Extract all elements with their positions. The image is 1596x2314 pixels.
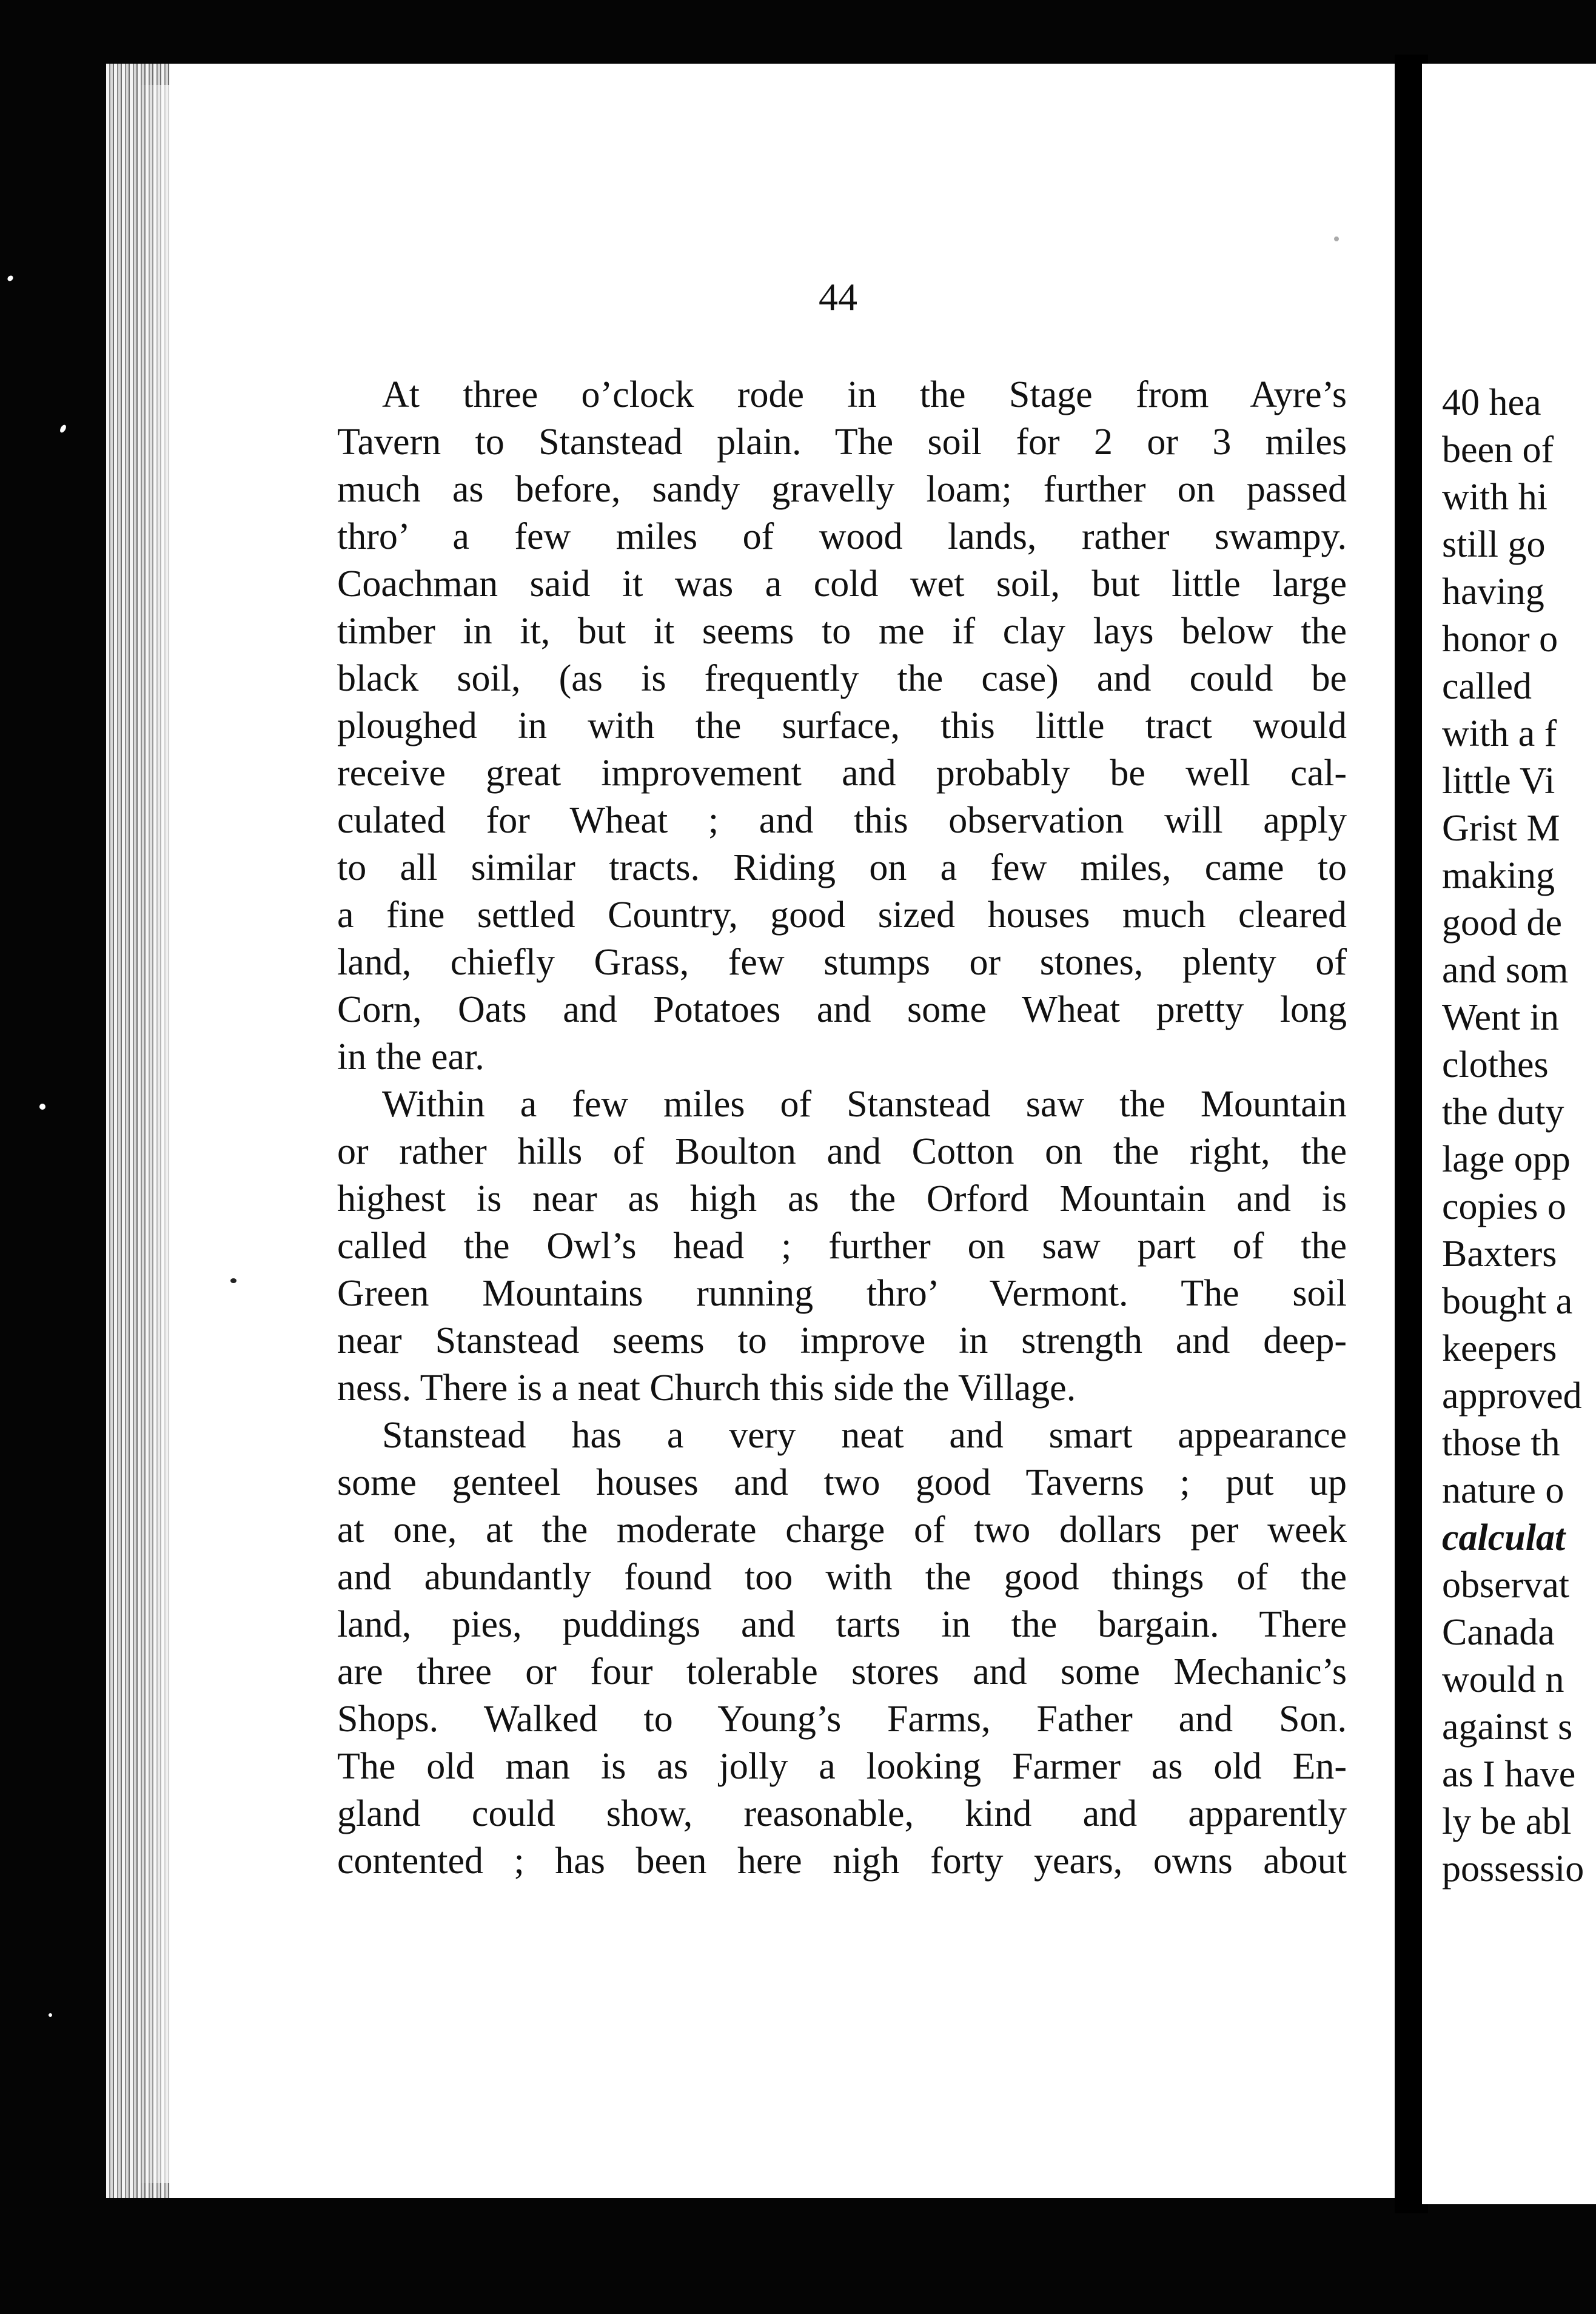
text-line: some genteel houses and two good Taverns ; put up — [337, 1462, 1347, 1503]
text-line: Within a few miles of Stanstead saw the Mountain — [382, 1084, 1347, 1125]
facing-page-text — [1442, 379, 1596, 1893]
scan-speck — [7, 275, 15, 283]
text-line: black soil, (as is frequently the case) and could be — [337, 658, 1347, 699]
scan-speck — [59, 424, 67, 434]
text-line: Green Mountains running thro’ Vermont. The soil — [337, 1273, 1347, 1314]
text-line: timber in it, but it seems to me if clay lays below the — [337, 611, 1347, 652]
text-line: Stanstead has a very neat and smart appearance — [382, 1415, 1347, 1456]
text-line: Shops. Walked to Young’s Farms, Father and Son. — [337, 1699, 1347, 1740]
page-speck — [230, 1278, 236, 1283]
text-line: at one, at the moderate charge of two dollars per week — [337, 1509, 1347, 1551]
facing-text-line: would n — [1442, 1659, 1564, 1700]
facing-text-line: as I have — [1442, 1754, 1576, 1795]
text-line: to all similar tracts. Riding on a few miles, came to — [337, 847, 1347, 888]
facing-text-line: little Vi — [1442, 760, 1555, 802]
facing-text-line: Grist M — [1442, 808, 1560, 849]
facing-text-line: 40 hea — [1442, 382, 1541, 423]
facing-text-line: been of — [1442, 429, 1554, 471]
text-line: culated for Wheat ; and this observation will apply — [337, 800, 1347, 841]
text-line: much as before, sandy gravelly loam; further on passed — [337, 469, 1347, 510]
facing-text-line: copies o — [1442, 1186, 1566, 1227]
text-line: are three or four tolerable stores and some Mechanic’s — [337, 1651, 1347, 1692]
text-line: The old man is as jolly a looking Farmer as old En- — [337, 1746, 1347, 1787]
text-line: At three o’clock rode in the Stage from Ayre’s — [382, 374, 1347, 415]
facing-text-line: having — [1442, 571, 1544, 612]
facing-text-line: with hi — [1442, 477, 1547, 518]
text-line: or rather hills of Boulton and Cotton on the right, the — [337, 1131, 1347, 1172]
facing-text-line: possessio — [1442, 1848, 1584, 1890]
facing-text-line: against s — [1442, 1706, 1573, 1748]
text-line: thro’ a few miles of wood lands, rather swampy. — [337, 516, 1347, 557]
facing-text-line: lage opp — [1442, 1139, 1571, 1180]
facing-text-line: Baxters — [1442, 1233, 1557, 1275]
facing-text-line: making — [1442, 855, 1555, 896]
page-number: 44 — [819, 275, 857, 318]
facing-text-line: the duty — [1442, 1092, 1564, 1133]
facing-text-line: Went in — [1442, 997, 1560, 1038]
facing-text-line: nature o — [1442, 1470, 1564, 1511]
facing-text-line: good de — [1442, 902, 1563, 944]
scan-speck — [39, 1104, 45, 1110]
text-line: called the Owl’s head ; further on saw part of the — [337, 1226, 1347, 1267]
text-line: and abundantly found too with the good things of the — [337, 1557, 1347, 1598]
facing-text-line-italic: calculat — [1442, 1517, 1566, 1558]
text-line: ness. There is a neat Church this side the Village. — [337, 1367, 1076, 1409]
facing-text-line: with a f — [1442, 713, 1557, 754]
page-speck — [1334, 236, 1339, 241]
facing-text-line: ly be abl — [1442, 1801, 1572, 1842]
text-line: gland could show, reasonable, kind and apparently — [337, 1793, 1347, 1834]
facing-text-line: and som — [1442, 950, 1569, 991]
facing-text-line: approved — [1442, 1375, 1582, 1417]
text-line: near Stanstead seems to improve in strength and deep- — [337, 1320, 1347, 1361]
facing-text-line: clothes — [1442, 1044, 1549, 1085]
facing-text-line: keepers — [1442, 1328, 1557, 1369]
text-line: contented ; has been here nigh forty years, owns about — [337, 1840, 1347, 1882]
text-line: highest is near as high as the Orford Mountain and is — [337, 1178, 1347, 1219]
body-text — [337, 371, 1347, 1885]
text-line: ploughed in with the surface, this little tract would — [337, 705, 1347, 746]
facing-text-line: observat — [1442, 1564, 1570, 1606]
text-line: land, pies, puddings and tarts in the bargain. There — [337, 1604, 1347, 1645]
text-line: Tavern to Stanstead plain. The soil for 2 or 3 miles — [337, 421, 1347, 463]
facing-text-line: bought a — [1442, 1281, 1573, 1322]
facing-text-line: still go — [1442, 524, 1546, 565]
text-line: a fine settled Country, good sized houses much cleared — [337, 894, 1347, 936]
facing-text-line: those th — [1442, 1423, 1560, 1464]
text-line: in the ear. — [337, 1036, 485, 1078]
facing-text-line: honor o — [1442, 619, 1558, 660]
facing-text-line: Canada — [1442, 1612, 1555, 1653]
text-line: receive great improvement and probably be well cal- — [337, 753, 1347, 794]
text-line: Coachman said it was a cold wet soil, but little large — [337, 563, 1347, 605]
text-line: Corn, Oats and Potatoes and some Wheat pretty long — [337, 989, 1347, 1030]
text-line: land, chiefly Grass, few stumps or stones, plenty of — [337, 942, 1347, 983]
facing-text-line: called — [1442, 666, 1532, 707]
scan-speck — [49, 2013, 52, 2017]
